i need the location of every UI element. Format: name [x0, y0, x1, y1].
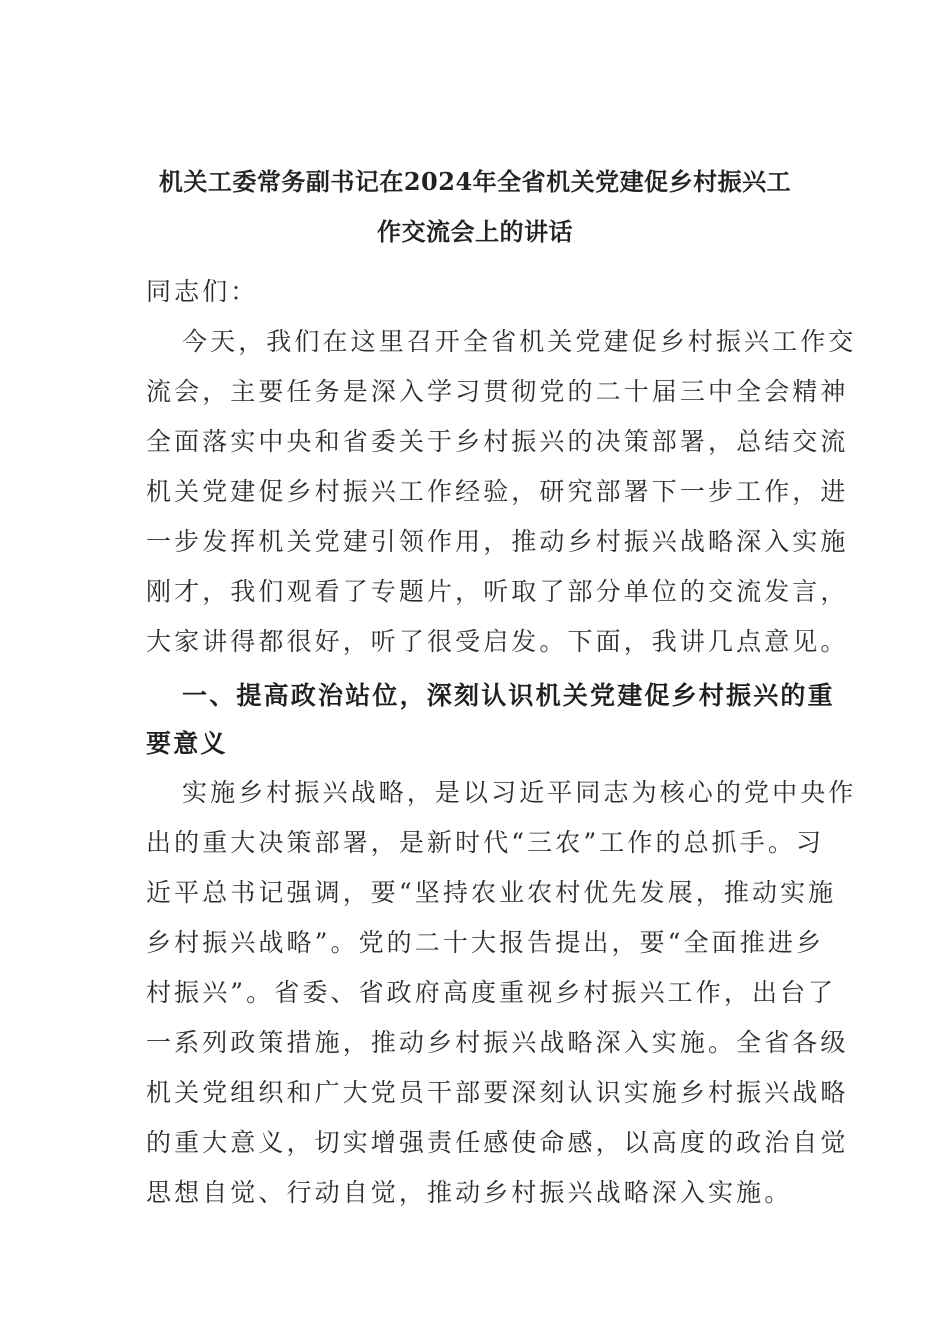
intro-line: 今天，我们在这里召开全省机关党建促乡村振兴工作交: [182, 327, 857, 356]
section-1-heading-line-1: 一、提高政治站位，深刻认识机关党建促乡村振兴的重: [182, 681, 835, 710]
intro-line: 一步发挥机关党建引领作用，推动乡村振兴战略深入实施: [146, 527, 849, 556]
section-1-line: 一系列政策措施，推动乡村振兴战略深入实施。全省各级: [146, 1028, 849, 1057]
intro-line: 流会，主要任务是深入学习贯彻党的二十届三中全会精神: [146, 377, 849, 406]
section-1-line: 机关党组织和广大党员干部要深刻认识实施乡村振兴战略: [146, 1078, 849, 1107]
document-title-line-1: 机关工委常务副书记在2024年全省机关党建促乡村振兴工: [158, 167, 792, 196]
intro-line: 全面落实中央和省委关于乡村振兴的决策部署，总结交流: [146, 427, 849, 456]
section-1-line: 出的重大决策部署，是新时代“三农”工作的总抓手。习: [146, 828, 825, 857]
section-1-line: 近平总书记强调，要“坚持农业农村优先发展，推动实施: [146, 878, 837, 907]
section-1-line: 村振兴”。省委、省政府高度重视乡村振兴工作，出台了: [146, 978, 837, 1007]
salutation: 同志们：: [146, 277, 259, 306]
section-1-line: 的重大意义，切实增强责任感使命感，以高度的政治自觉: [146, 1128, 849, 1157]
section-1-heading-line-2: 要意义: [146, 729, 228, 758]
intro-line: 机关党建促乡村振兴工作经验，研究部署下一步工作，进: [146, 477, 849, 506]
intro-line: 大家讲得都很好，听了很受启发。下面，我讲几点意见。: [146, 627, 849, 656]
document-title-line-2: 作交流会上的讲话: [377, 217, 573, 246]
section-1-line: 实施乡村振兴战略，是以习近平同志为核心的党中央作: [182, 778, 857, 807]
section-1-line: 思想自觉、行动自觉，推动乡村振兴战略深入实施。: [146, 1178, 793, 1207]
section-1-line: 乡村振兴战略”。党的二十大报告提出，要“全面推进乡: [146, 928, 825, 957]
intro-line: 刚才，我们观看了专题片，听取了部分单位的交流发言，: [146, 577, 849, 606]
